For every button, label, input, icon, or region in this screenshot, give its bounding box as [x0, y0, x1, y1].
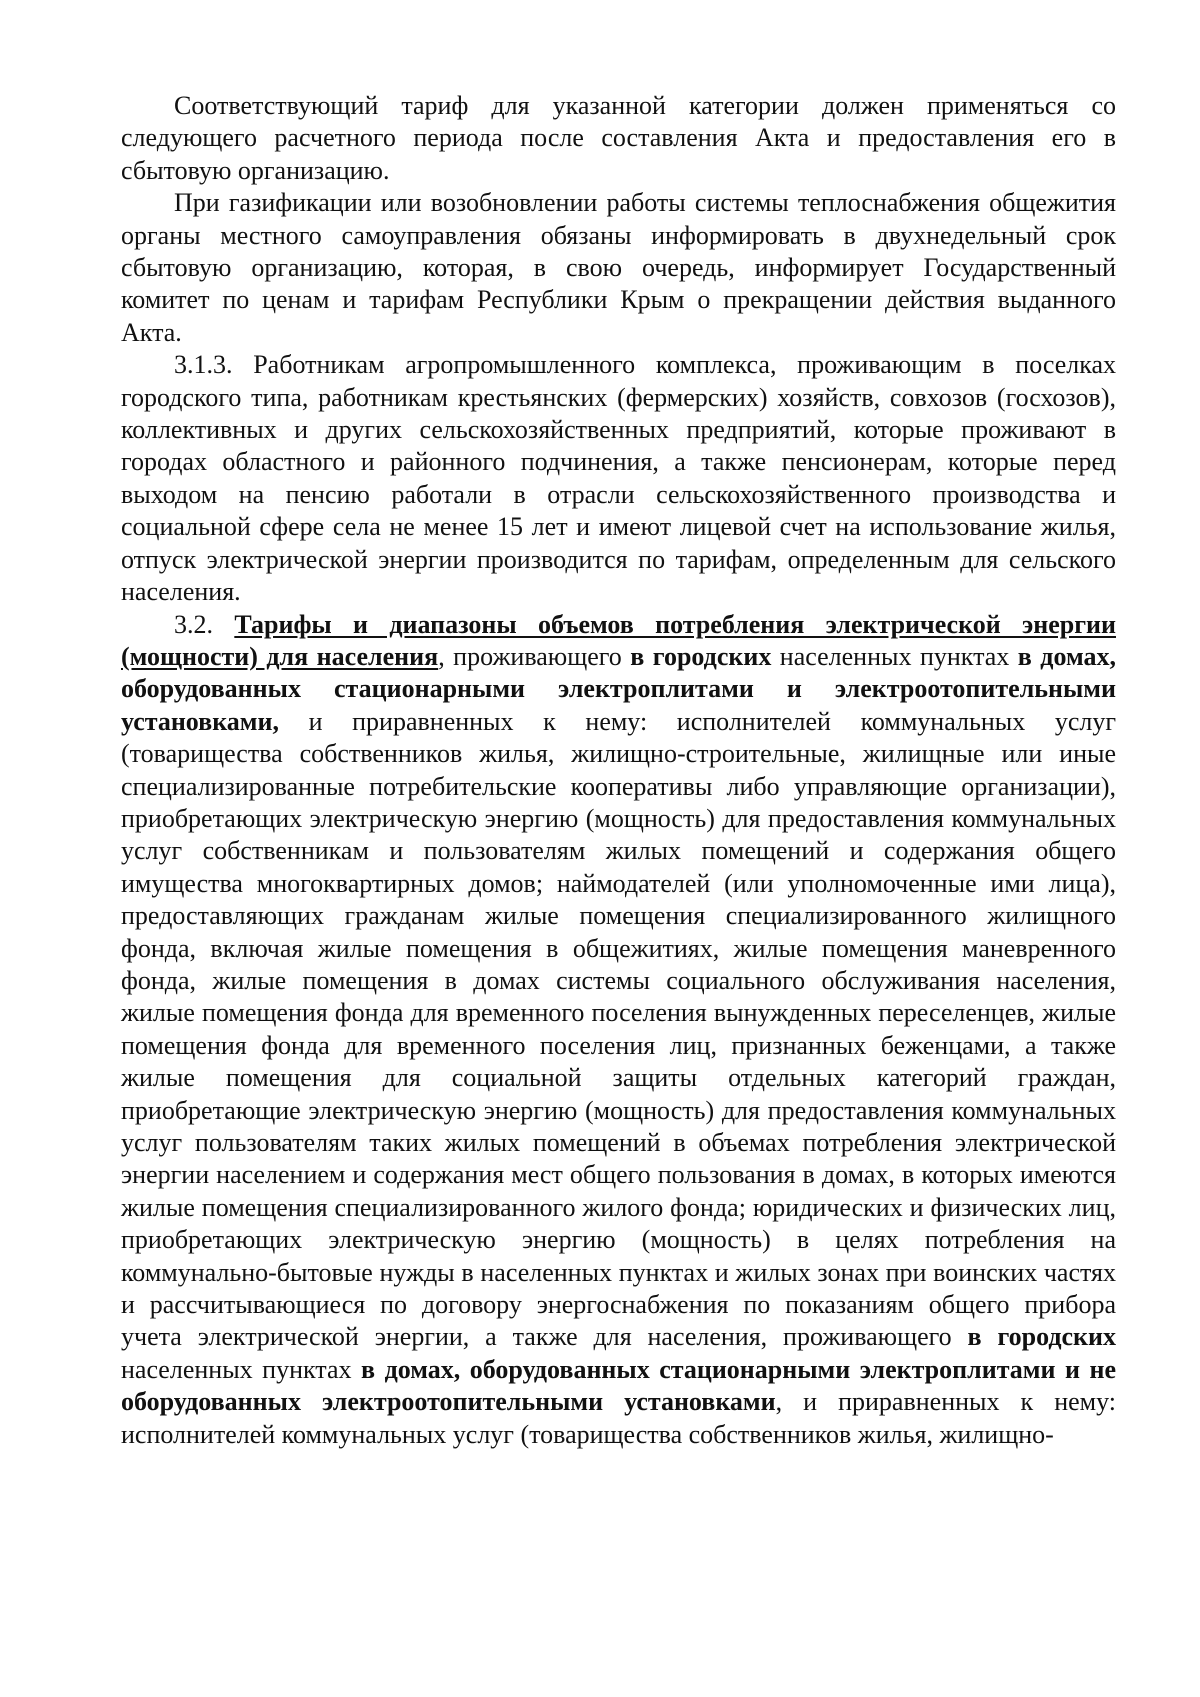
paragraph-gasification: При газификации или возобновлении работы системы теплоснабжения общежития органы местного самоуправления обязаны информировать в двухнедельный срок сбытовую организацию, которая, в свою очередь, информирует Государственный комитет по ценам и тарифам Республики Крым о прекращении действия выданного Акта. — [121, 188, 1116, 347]
document-page — [121, 90, 1116, 1451]
section-number: 3.2. — [174, 609, 235, 639]
section-heading: Тарифы и диапазоны объемов потребления электрической энергии (мощности) для населения — [121, 609, 1116, 671]
text-run: и приравненных к нему: исполнителей коммунальных услуг (товарищества собственников жилья, жилищно-строительные, жилищные или иные специализированные потребительские кооперативы либо управляющие организации), приобретающих электрическую энергию (мощность) для предоставления коммунальных услуг собственникам и пользователям жилых помещений и содержания общего имущества многоквартирных домов; наймодателей (или уполномоченные ими лица), предоставляющих гражданам жилые помещения специализированного жилищного фонда, включая жилые помещения в общежитиях, жилые помещения маневренного фонда, жилые помещения в домах системы социального обслуживания населения, жилые помещения фонда для временного поселения вынужденных переселенцев, жилые помещения фонда для временного поселения лиц, признанных беженцами, а также жилые помещения для социальной защиты отдельных категорий граждан, приобретающие электрическую энергию (мощность) для предоставления коммунальных услуг пользователям таких жилых помещений в объемах потребления электрической энергии населением и содержания мест общего пользования в домах, в которых имеются жилые помещения специализированного жилого фонда; юридических и физических лиц, приобретающих электрическую энергию (мощность) в целях потребления на коммунально-бытовые нужды в населенных пунктах и жилых зонах при воинских частях и рассчитывающиеся по договору энергоснабжения по показаниям общего прибора учета электрической энергии, а также для населения, проживающего — [121, 706, 1116, 1352]
text-run: населенных пунктах — [771, 641, 1018, 671]
bold-run: в городских — [630, 641, 772, 671]
text-run: , проживающего — [438, 641, 631, 671]
paragraph-3-1-3: 3.1.3. Работникам агропромышленного комплекса, проживающим в поселках городского типа, работникам крестьянских (фермерских) хозяйств, совхозов (госхозов), коллективных и других сельскохозяйственных предприятий, которые проживают в городах областного и районного подчинения, а также пенсионерам, которые перед выходом на пенсию работали в отрасли сельскохозяйственного производства и социальной сфере села не менее 15 лет и имеют лицевой счет на использование жилья, отпуск электрической энергии производится по тарифам, определенным для сельского населения. — [121, 350, 1116, 607]
text-run: , и приравненных к нему: исполнителей коммунальных услуг (товарищества собственников жилья, жилищно- — [121, 1387, 1117, 1449]
bold-run: в домах, оборудованных стационарными электроплитами и электроотопительными установками, — [121, 641, 1116, 736]
paragraph-category-tariff: Соответствующий тариф для указанной категории должен применяться со следующего расчетного периода после составления Акта и предоставления его в сбытовую организацию. — [121, 91, 1116, 185]
paragraph-3-2 — [121, 609, 1116, 1452]
text-run: населенных пунктах — [121, 1354, 362, 1384]
bold-run: в городских — [967, 1322, 1116, 1352]
bold-run: в домах, оборудованных стационарными электроплитами и не оборудованных электроотопительными установками — [121, 1354, 1116, 1417]
